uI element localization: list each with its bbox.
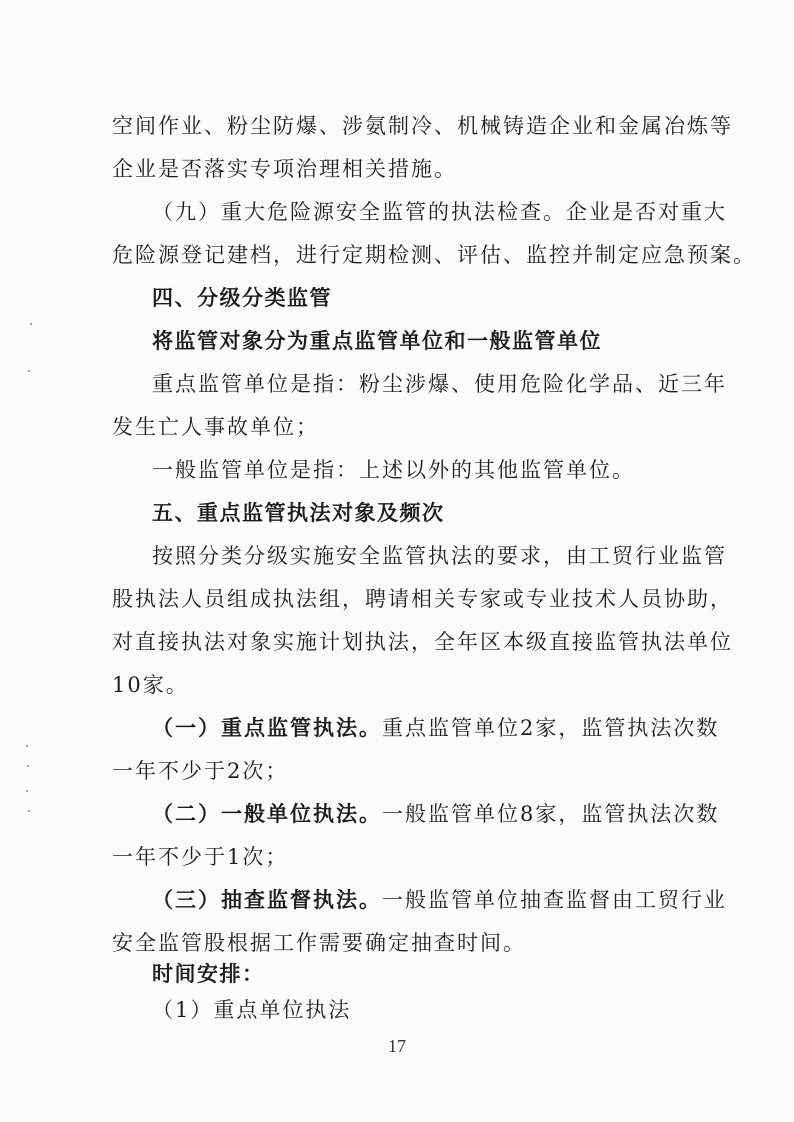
general-unit-def: 一般监管单位是指：上述以外的其他监管单位。 — [152, 458, 635, 482]
item-1-title: （一）重点监管执法。 — [152, 716, 382, 740]
item-3-line-1 — [152, 886, 727, 914]
item-2-line-1 — [152, 800, 719, 828]
scan-speck — [26, 745, 28, 747]
scan-speck — [30, 323, 32, 325]
section-5-para-line-2: 股执法人员组成执法组，聘请相关专家或专业技术人员协助， — [112, 587, 733, 611]
page-number: 17 — [388, 1036, 406, 1056]
item-3-text: 一般监管单位抽查监督由工贸行业 — [382, 888, 727, 912]
item-2-title: （二）一般单位执法。 — [152, 802, 382, 826]
item-9-line-2: 危险源登记建档，进行定期检测、评估、监控并制定应急预案。 — [112, 243, 756, 267]
item-3-line-2: 安全监管股根据工作需要确定抽查时间。 — [112, 931, 526, 955]
body-line-1: 空间作业、粉尘防爆、涉氨制冷、机械铸造企业和金属冶炼等 — [112, 114, 733, 138]
section-4-subheading: 将监管对象分为重点监管单位和一般监管单位 — [152, 329, 602, 353]
body-line-2: 企业是否落实专项治理相关措施。 — [112, 157, 457, 181]
scan-speck — [28, 810, 30, 812]
item-1-line-1 — [152, 714, 719, 742]
item-3-title: （三）抽查监督执法。 — [152, 888, 382, 912]
section-4-heading: 四、分级分类监管 — [152, 286, 332, 310]
scan-speck — [27, 765, 29, 767]
section-5-para-line-3: 对直接执法对象实施计划执法，全年区本级直接监管执法单位 — [112, 630, 733, 654]
scan-speck — [26, 790, 28, 792]
item-1-text: 重点监管单位2家，监管执法次数 — [382, 716, 720, 740]
item-2-text: 一般监管单位8家，监管执法次数 — [382, 802, 720, 826]
key-unit-def-line-2: 发生亡人事故单位； — [112, 415, 319, 439]
key-unit-def-line-1: 重点监管单位是指：粉尘涉爆、使用危险化学品、近三年 — [152, 372, 727, 396]
section-5-heading: 五、重点监管执法对象及频次 — [152, 501, 445, 525]
section-5-para-line-4: 10家。 — [112, 673, 189, 697]
scan-speck — [28, 370, 30, 372]
item-2-line-2: 一年不少于1次； — [112, 845, 289, 869]
time-arrangement-heading: 时间安排： — [152, 962, 265, 986]
item-9-line-1: （九）重大危险源安全监管的执法检查。企业是否对重大 — [152, 200, 727, 224]
section-5-para-line-1: 按照分类分级实施安全监管执法的要求，由工贸行业监管 — [152, 544, 727, 568]
item-1-line-2: 一年不少于2次； — [112, 759, 289, 783]
sub-item-1: （1）重点单位执法 — [152, 998, 352, 1022]
